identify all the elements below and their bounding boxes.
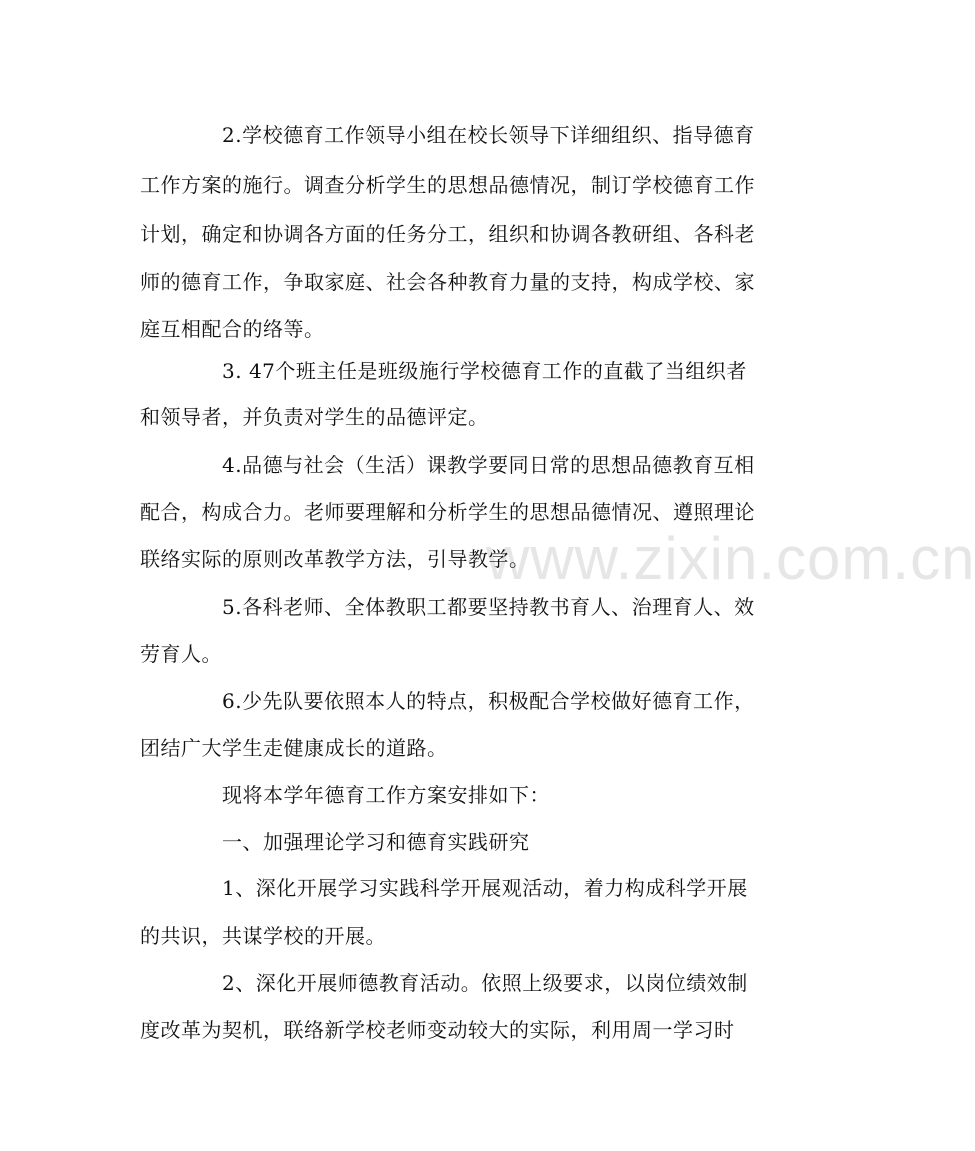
paragraph-line: 工作方案的施行。调查分析学生的思想品德情况，制订学校德育工作: [140, 173, 755, 197]
paragraph-line: 团结广大学生走健康成长的道路。: [140, 736, 448, 760]
paragraph-line: 6.少先队要依照本人的特点，积极配合学校做好德育工作，: [222, 689, 755, 713]
paragraph-line: 现将本学年德育工作方案安排如下：: [222, 783, 550, 807]
paragraph-line: 联络实际的原则改革教学方法，引导教学。: [140, 547, 530, 571]
paragraph-line: 配合，构成合力。老师要理解和分析学生的思想品德情况、遵照理论: [140, 500, 755, 524]
paragraph-line: 4.品德与社会（生活）课教学要同日常的思想品德教育互相: [222, 453, 755, 477]
watermark: www.zixin.com.cn: [486, 525, 975, 592]
section-heading: 一、加强理论学习和德育实践研究: [222, 830, 530, 854]
paragraph-line: 1、深化开展学习实践科学开展观活动，着力构成科学开展: [222, 876, 748, 900]
paragraph-line: 度改革为契机，联络新学校老师变动较大的实际，利用周一学习时: [140, 1018, 735, 1042]
paragraph-line: 2.学校德育工作领导小组在校长领导下详细组织、指导德育: [222, 123, 755, 147]
paragraph-line: 3. 47个班主任是班级施行学校德育工作的直截了当组织者: [222, 359, 747, 383]
paragraph-line: 的共识，共谋学校的开展。: [140, 924, 386, 948]
paragraph-line: 庭互相配合的络等。: [140, 317, 325, 341]
paragraph-line: 师的德育工作，争取家庭、社会各种教育力量的支持，构成学校、家: [140, 270, 755, 294]
paragraph-line: 5.各科老师、全体教职工都要坚持教书育人、治理育人、效: [222, 595, 755, 619]
paragraph-line: 2、深化开展师德教育活动。依照上级要求，以岗位绩效制: [222, 971, 748, 995]
paragraph-line: 劳育人。: [140, 642, 222, 666]
paragraph-line: 和领导者，并负责对学生的品德评定。: [140, 405, 489, 429]
paragraph-line: 计划，确定和协调各方面的任务分工，组织和协调各教研组、各科老: [140, 222, 755, 246]
